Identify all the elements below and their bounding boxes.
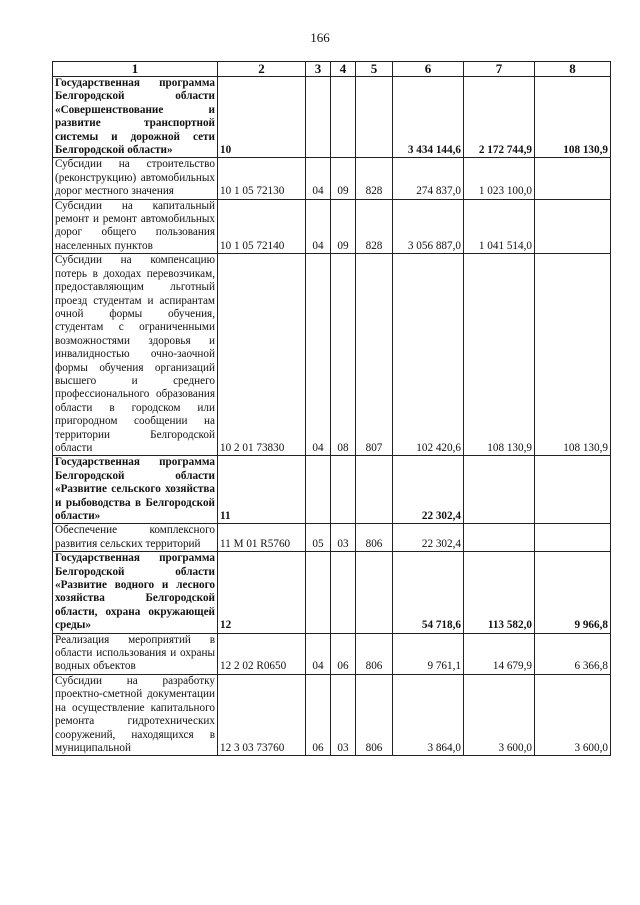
budget-code-cell: 11 (218, 456, 306, 524)
amount-col8-cell: 108 130,9 (535, 254, 611, 456)
budget-code-cell: 12 3 03 73760 (218, 674, 306, 755)
expense-type-cell (356, 77, 393, 158)
row-name-cell: Субсидии на компенсацию потерь в доходах перевозчикам, предоставляющим льготный проезд студентам и аспирантам очной формы обучения, студентам с ограниченными возможностями здоровья и инвалидностью очно-заочной формы обучения организаций высшего и среднего профессионального образования области в городском или пригородном сообщении на территории Белгородской области (53, 254, 218, 456)
row-name-cell: Государственная программа Белгородской области «Развитие водного и лесного хозяйства Белгородской области, охрана окружающей среды» (53, 552, 218, 633)
amount-col6-cell: 3 864,0 (393, 674, 464, 755)
amount-col6-cell: 102 420,6 (393, 254, 464, 456)
budget-code-cell: 12 2 02 R0650 (218, 633, 306, 674)
expense-type-cell: 828 (356, 158, 393, 199)
expense-type-cell: 828 (356, 199, 393, 254)
section-cell: 04 (306, 254, 331, 456)
subsection-cell (331, 552, 356, 633)
column-header: 4 (331, 62, 356, 77)
page-number: 166 (310, 30, 330, 45)
section-cell (306, 456, 331, 524)
expense-type-cell: 806 (356, 674, 393, 755)
amount-col6-cell: 22 302,4 (393, 456, 464, 524)
amount-col7-cell: 2 172 744,9 (464, 77, 535, 158)
table-header-row (53, 62, 611, 77)
program-row (53, 77, 611, 158)
column-header: 3 (306, 62, 331, 77)
section-cell: 06 (306, 674, 331, 755)
budget-code-cell: 10 2 01 73830 (218, 254, 306, 456)
row-name-cell: Обеспечение комплексного развития сельских территорий (53, 524, 218, 552)
budget-table (52, 61, 611, 756)
subsection-cell (331, 77, 356, 158)
section-cell: 04 (306, 199, 331, 254)
subsection-cell: 08 (331, 254, 356, 456)
amount-col8-cell (535, 199, 611, 254)
table-row (53, 254, 611, 456)
row-name-cell: Государственная программа Белгородской области «Развитие сельского хозяйства и рыбоводства в Белгородской области» (53, 456, 218, 524)
amount-col8-cell (535, 524, 611, 552)
section-cell (306, 77, 331, 158)
program-row (53, 456, 611, 524)
amount-col8-cell (535, 456, 611, 524)
expense-type-cell (356, 456, 393, 524)
column-header: 1 (53, 62, 218, 77)
section-cell: 04 (306, 158, 331, 199)
amount-col6-cell: 3 056 887,0 (393, 199, 464, 254)
row-name-cell: Реализация мероприятий в области использования и охраны водных объектов (53, 633, 218, 674)
amount-col8-cell: 9 966,8 (535, 552, 611, 633)
budget-code-cell: 12 (218, 552, 306, 633)
expense-type-cell: 806 (356, 633, 393, 674)
budget-code-cell: 11 М 01 R5760 (218, 524, 306, 552)
row-name-cell: Субсидии на строительство (реконструкцию) автомобильных дорог местного значения (53, 158, 218, 199)
amount-col6-cell: 274 837,0 (393, 158, 464, 199)
amount-col7-cell: 14 679,9 (464, 633, 535, 674)
amount-col8-cell: 108 130,9 (535, 77, 611, 158)
amount-col8-cell (535, 158, 611, 199)
subsection-cell (331, 456, 356, 524)
amount-col6-cell: 54 718,6 (393, 552, 464, 633)
amount-col8-cell: 3 600,0 (535, 674, 611, 755)
amount-col6-cell: 3 434 144,6 (393, 77, 464, 158)
section-cell: 04 (306, 633, 331, 674)
table-row (53, 633, 611, 674)
expense-type-cell (356, 552, 393, 633)
table-row (53, 674, 611, 755)
amount-col7-cell: 108 130,9 (464, 254, 535, 456)
expense-type-cell: 807 (356, 254, 393, 456)
budget-code-cell: 10 1 05 72140 (218, 199, 306, 254)
table-body (53, 77, 611, 756)
subsection-cell: 03 (331, 524, 356, 552)
column-header: 5 (356, 62, 393, 77)
amount-col7-cell: 1 041 514,0 (464, 199, 535, 254)
subsection-cell: 09 (331, 199, 356, 254)
budget-code-cell: 10 1 05 72130 (218, 158, 306, 199)
amount-col6-cell: 9 761,1 (393, 633, 464, 674)
amount-col7-cell: 1 023 100,0 (464, 158, 535, 199)
subsection-cell: 09 (331, 158, 356, 199)
amount-col7-cell: 3 600,0 (464, 674, 535, 755)
row-name-cell: Субсидии на капитальный ремонт и ремонт автомобильных дорог общего пользования населенных пунктов (53, 199, 218, 254)
subsection-cell: 06 (331, 633, 356, 674)
table-row (53, 524, 611, 552)
column-header: 7 (464, 62, 535, 77)
section-cell: 05 (306, 524, 331, 552)
expense-type-cell: 806 (356, 524, 393, 552)
table-row (53, 158, 611, 199)
amount-col6-cell: 22 302,4 (393, 524, 464, 552)
program-row (53, 552, 611, 633)
row-name-cell: Государственная программа Белгородской области «Совершенствование и развитие транспортной системы и дорожной сети Белгородской области» (53, 77, 218, 158)
row-name-cell: Субсидии на разработку проектно-сметной документации на осуществление капитального ремонта гидротехнических сооружений, находящихся в муниципальной (53, 674, 218, 755)
budget-code-cell: 10 (218, 77, 306, 158)
column-header: 8 (535, 62, 611, 77)
column-header: 2 (218, 62, 306, 77)
amount-col7-cell: 113 582,0 (464, 552, 535, 633)
amount-col8-cell: 6 366,8 (535, 633, 611, 674)
table-row (53, 199, 611, 254)
column-header: 6 (393, 62, 464, 77)
section-cell (306, 552, 331, 633)
subsection-cell: 03 (331, 674, 356, 755)
amount-col7-cell (464, 524, 535, 552)
amount-col7-cell (464, 456, 535, 524)
